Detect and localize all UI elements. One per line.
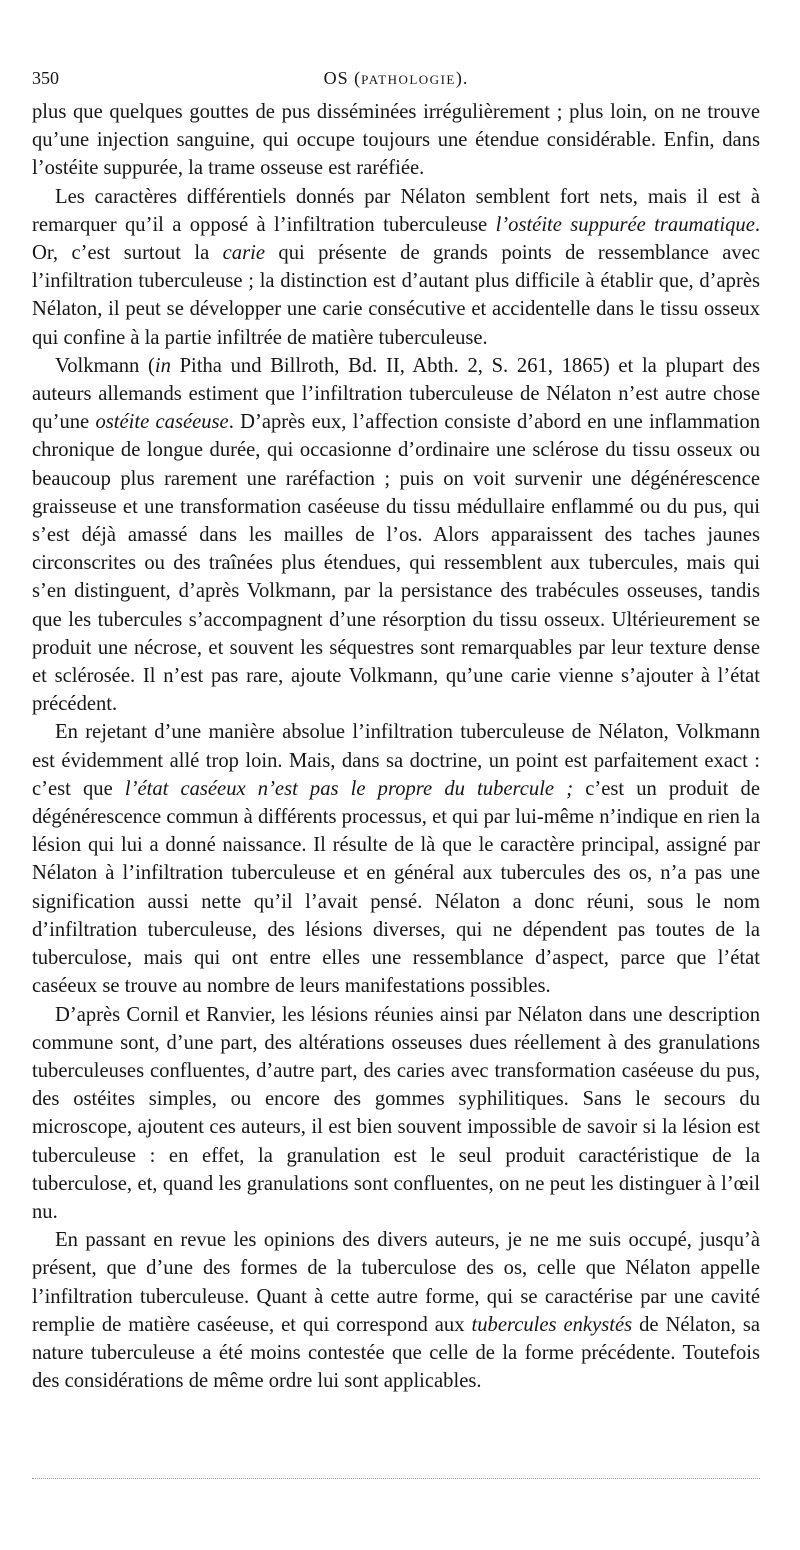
text-run: . D’après eux, l’affection consiste d’abord en une inflammation chronique de longue durée, qui occasionne d’ordinaire une sclérose du tissu osseux ou beaucoup plus rarement une raréfaction ; puis on voit survenir une dégénérescence graisseuse et une transformation caséeuse du tissu médullaire enflammé ou du pus, qui s’est déjà amassé dans les mailles de l’os. Alors apparaissent des taches jaunes circonscrites ou des traînées plus étendues, qui ressemblent aux tubercules, mais qui s’en distinguent, d’après Volkmann, par la persistance des trabécules osseuses, tandis que les tubercules s’accompagnent d’une résorption du tissu osseux. Ultérieurement se produit une nécrose, et souvent les séquestres sont remarquables par leur texture dense et sclérosée. Il n’est pas rare, ajoute Volkmann, qu’une carie vienne s’ajouter à l’état précédent. <box>32 411 760 716</box>
text-run: Volkmann ( <box>55 354 155 377</box>
paragraph <box>32 1001 760 1227</box>
running-head-subject: PATHOLOGIE <box>361 72 456 87</box>
text-run: de Nélaton, sa nature tuberculeuse a été moins contestée que celle de la forme précédente. Toutefois des considérations de même ordre lui sont applicables. <box>32 1313 760 1393</box>
paragraph <box>32 718 760 1000</box>
book-page <box>32 68 760 1395</box>
page-bottom-rule <box>32 1478 760 1479</box>
italic-text: tubercules enkystés <box>471 1313 633 1336</box>
italic-text: ostéite caséeuse <box>95 411 229 434</box>
text-run: Les caractères différentiels donnés par Nélaton semblent fort nets, mais il est à remarquer qu’il a opposé à l’infiltration tuberculeuse <box>32 185 760 236</box>
running-head <box>32 68 760 89</box>
text-run: plus que quelques gouttes de pus disséminées irrégulièrement ; plus loin, on ne trouve qu’une injection sanguine, qui occupe toujours une étendue considérable. Enfin, dans l’ostéite suppurée, la trame osseuse est raréfiée. <box>32 101 760 180</box>
text-run: En passant en revue les opinions des divers auteurs, je ne me suis occupé, jusqu’à présent, que d’une des formes de la tuberculose des os, celle que Nélaton appelle l’infiltration tuberculeuse. Quant à cette autre forme, qui se caractérise par une cavité remplie de matière caséeuse, et qui correspond aux <box>32 1229 760 1336</box>
italic-text: in <box>154 354 171 377</box>
page-number: 350 <box>32 68 59 88</box>
paragraph <box>32 1226 760 1395</box>
text-run: En rejetant d’une manière absolue l’infiltration tuberculeuse de Nélaton, Volkmann est évidemment allé trop loin. Mais, dans sa doctrine, un point est parfaitement exact : c’est que <box>32 721 760 800</box>
text-run: D’après Cornil et Ranvier, les lésions réunies ainsi par Nélaton dans une description commune sont, d’une part, des altérations osseuses dues réellement à des granulations tuberculeuses confluentes, d’autre part, des caries avec transformation caséeuse du pus, des ostéites simples, ou encore des gommes syphilitiques. Sans le secours du microscope, ajoutent ces auteurs, il est bien souvent impossible de savoir si la lésion est tuberculeuse : en effet, la granulation est le seul produit caractéristique de la tuberculose, et, quand les granulations sont confluentes, on ne peut les distinguer à l’œil nu. <box>32 1003 760 1223</box>
text-run: . Or, c’est surtout la <box>32 213 761 265</box>
page-header <box>32 68 760 98</box>
body-text <box>32 98 760 1395</box>
text-run: Pitha und Billroth, Bd. II, Abth. 2, S. 261, 1865) et la plupart des auteurs allemands estiment que l’infiltration tuberculeuse de Nélaton n’est autre chose qu’une <box>32 354 760 434</box>
text-run: c’est un produit de dégénérescence commun à différents processus, et qui par lui-même n’indique en rien la lésion qui lui a donné naissance. Il résulte de là que le caractère principal, assigné par Nélaton à l’infiltration tuberculeuse et en général aux tubercules des os, n’a pas une signification aussi nette qu’il l’avait pensé. Nélaton a donc réuni, sous le nom d’infiltration tuberculeuse, des lésions diverses, qui ne dépendent pas toutes de la tuberculose, mais qui ont entre elles une ressemblance d’aspect, parce que l’état caséeux se trouve au nombre de leurs manifestations possibles. <box>32 777 760 998</box>
italic-text: l’ostéite suppurée traumatique <box>495 213 755 236</box>
paragraph <box>32 352 760 719</box>
running-head-main: OS ( <box>323 68 362 88</box>
italic-text: carie <box>222 242 265 265</box>
paragraph <box>32 98 760 183</box>
running-head-end: ). <box>455 68 469 88</box>
text-run: qui présente de grands points de ressemblance avec l’infiltration tuberculeuse ; la distinction est d’autant plus difficile à établir que, d’après Nélaton, il peut se développer une carie consécutive et accidentelle dans le tissu osseux qui confine à la partie infiltrée de matière tuberculeuse. <box>32 242 760 349</box>
italic-text: l’état caséeux n’est pas le propre du tubercule ; <box>124 777 574 800</box>
paragraph <box>32 183 760 352</box>
